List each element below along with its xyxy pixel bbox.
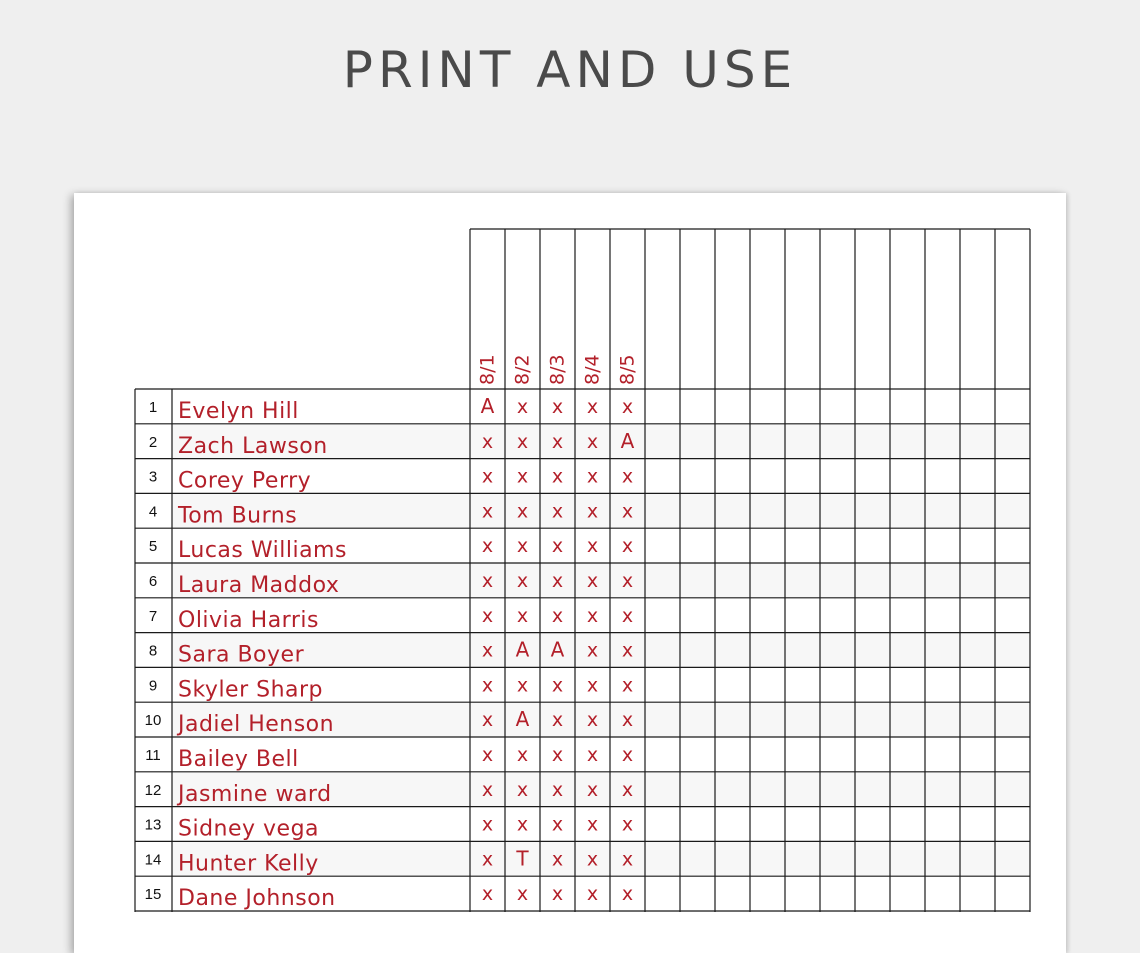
attendance-mark[interactable]: A [480,394,495,418]
attendance-mark[interactable]: x [621,570,634,592]
row-number: 8 [148,642,158,660]
date-header-1: 8/1 [476,354,499,385]
attendance-mark[interactable]: x [551,778,564,801]
attendance-mark[interactable]: x [621,639,634,662]
attendance-mark[interactable]: x [551,848,564,871]
attendance-mark[interactable]: x [586,430,599,453]
attendance-mark[interactable]: x [481,778,494,801]
attendance-mark[interactable]: x [586,570,599,592]
row-number: 14 [144,851,162,869]
attendance-grid [74,193,1066,912]
attendance-mark[interactable]: x [621,500,634,523]
attendance-mark[interactable]: x [516,396,529,418]
row-number: 3 [148,468,158,486]
attendance-mark[interactable]: x [516,465,529,488]
attendance-mark[interactable]: x [481,500,494,523]
attendance-mark[interactable]: x [516,883,529,906]
attendance-mark[interactable]: x [516,674,529,697]
attendance-mark[interactable]: x [586,396,599,418]
student-name: Dane Johnson [178,886,336,912]
row-number: 1 [148,399,158,416]
page-headline: PRINT AND USE [342,41,798,99]
attendance-mark[interactable]: x [551,500,564,523]
attendance-mark[interactable]: x [621,883,634,906]
attendance-mark[interactable]: x [621,396,634,418]
attendance-mark[interactable]: x [516,500,529,523]
attendance-mark[interactable]: x [551,674,564,697]
student-name: Skyler Sharp [178,677,324,703]
row-number: 9 [148,677,158,695]
attendance-mark[interactable]: x [621,813,634,836]
attendance-mark[interactable]: x [586,744,599,766]
date-header-2: 8/2 [511,354,534,385]
attendance-mark[interactable]: A [515,637,530,662]
attendance-mark[interactable]: x [551,396,564,418]
attendance-mark[interactable]: x [621,535,634,558]
attendance-mark[interactable]: x [516,813,529,836]
row-number: 4 [148,503,158,521]
row-number: 6 [148,573,158,590]
attendance-mark[interactable]: x [481,570,494,592]
row-shading [172,493,1030,528]
attendance-mark[interactable]: x [586,500,599,523]
attendance-mark[interactable]: x [551,465,564,488]
date-header-3: 8/3 [546,354,569,385]
student-name: Lucas Williams [178,538,347,564]
attendance-mark[interactable]: x [586,535,599,558]
row-number: 11 [145,747,161,764]
student-name: Zach Lawson [178,433,328,459]
attendance-mark[interactable]: A [620,428,635,453]
attendance-mark[interactable]: x [551,883,564,906]
row-number: 12 [144,781,162,799]
row-number: 13 [144,816,162,834]
attendance-mark[interactable]: x [586,709,599,732]
attendance-mark[interactable]: x [551,744,564,766]
attendance-mark[interactable]: x [481,674,494,697]
student-name: Sara Boyer [178,642,305,668]
attendance-mark[interactable]: x [551,604,564,627]
student-name: Tom Burns [178,503,298,529]
attendance-mark[interactable]: x [586,674,599,697]
attendance-mark[interactable]: x [551,813,564,836]
date-header-5: 8/5 [616,354,639,385]
attendance-mark[interactable]: x [516,744,529,766]
attendance-mark[interactable]: x [551,430,564,453]
attendance-mark[interactable]: x [551,535,564,558]
student-name: Hunter Kelly [178,851,319,877]
attendance-mark[interactable]: x [481,604,494,627]
attendance-mark[interactable]: x [621,674,634,697]
attendance-mark[interactable]: x [481,465,494,488]
attendance-mark[interactable]: x [516,535,529,558]
student-name: Bailey Bell [178,747,299,772]
date-header-4: 8/4 [581,354,604,385]
attendance-mark[interactable]: x [586,604,599,627]
attendance-mark[interactable]: x [621,709,634,732]
student-name: Laura Maddox [178,573,340,598]
attendance-mark[interactable]: x [586,848,599,871]
attendance-mark[interactable]: x [481,848,494,871]
attendance-mark[interactable]: T [516,846,529,871]
attendance-mark[interactable]: x [516,570,529,592]
attendance-sheet [74,193,1066,953]
attendance-mark[interactable]: x [551,709,564,732]
row-number: 7 [148,607,158,625]
attendance-mark[interactable]: x [621,465,634,488]
row-number: 2 [148,433,158,451]
attendance-mark[interactable]: x [586,778,599,801]
attendance-mark[interactable]: x [481,813,494,836]
attendance-mark[interactable]: x [516,778,529,801]
attendance-mark[interactable]: x [586,813,599,836]
attendance-mark[interactable]: x [621,848,634,871]
attendance-mark[interactable]: x [621,604,634,627]
attendance-mark[interactable]: x [481,430,494,453]
attendance-mark[interactable]: x [621,744,634,766]
attendance-mark[interactable]: x [516,604,529,627]
attendance-mark[interactable]: x [481,639,494,662]
attendance-mark[interactable]: x [481,535,494,558]
row-number: 5 [148,538,158,556]
attendance-mark[interactable]: x [516,430,529,453]
attendance-mark[interactable]: x [481,709,494,732]
student-name: Sidney vega [178,816,320,842]
attendance-mark[interactable]: x [586,639,599,662]
row-number: 15 [144,886,162,904]
student-name: Jadiel Henson [178,712,335,738]
attendance-mark[interactable]: x [551,570,564,592]
attendance-mark[interactable]: A [515,707,530,732]
attendance-mark[interactable]: A [550,637,565,662]
attendance-mark[interactable]: x [621,778,634,801]
student-name: Olivia Harris [178,607,319,633]
attendance-mark[interactable]: x [586,465,599,488]
grid-lines [135,229,1030,912]
attendance-mark[interactable]: x [586,883,599,906]
attendance-mark[interactable]: x [481,883,494,906]
student-name: Evelyn Hill [178,399,299,424]
student-name: Jasmine ward [178,781,332,807]
row-number: 10 [144,712,162,730]
student-name: Corey Perry [178,468,312,494]
attendance-mark[interactable]: x [481,744,494,766]
